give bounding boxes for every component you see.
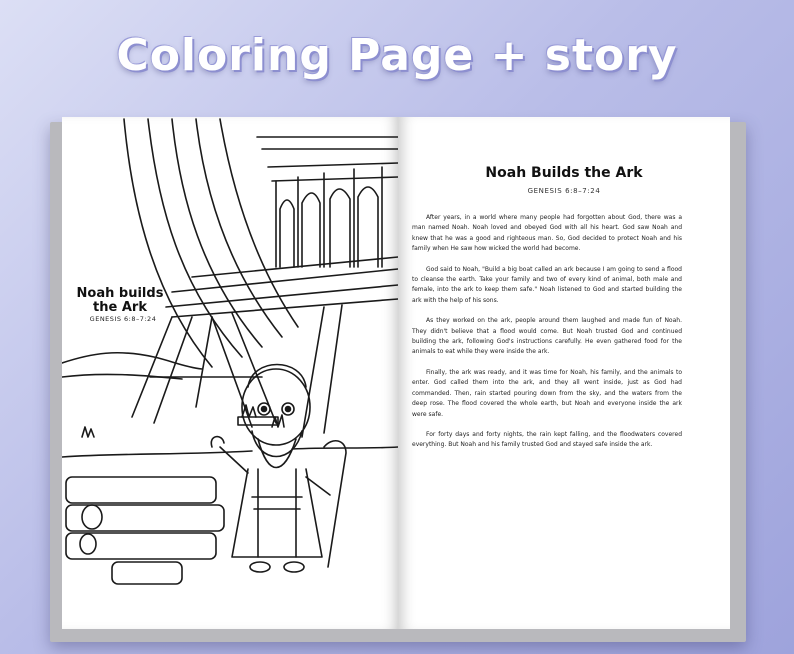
- coloring-page: [62, 117, 398, 629]
- story-reference: GENESIS 6:8–7:24: [527, 187, 601, 195]
- story-paragraph: After years, in a world where many people had forgotten about God, there was a man named Noah. Noah loved and obeyed God with all his heart. God saw Noah and knew that he was a good and righteous man. So, God decided to protect Noah and his family when He saw how wicked the world had become.: [412, 214, 682, 253]
- story-page: [398, 117, 730, 629]
- story-body: [412, 213, 682, 461]
- story-title: Noah Builds the Ark: [485, 165, 643, 181]
- banner-title: Coloring Page + story: [116, 30, 678, 81]
- story-paragraph: As they worked on the ark, people around them laughed and made fun of Noah. They didn't believe that a flood would come. But Noah trusted God and continued building the ark, following God's instructions carefully. He even gathered food for the animals to eat while they were inside the ark.: [412, 317, 682, 356]
- story-paragraph: God said to Noah, "Build a big boat called an ark because I am going to send a flood to cleanse the earth. Take your family and two of every kind of animal, both male and female, into the ark to keep them safe." Noah listened to God and started building the ark with the help of his sons.: [412, 265, 682, 304]
- coloring-page-reference: GENESIS 6:8–7:24: [89, 315, 157, 323]
- story-paragraph: For forty days and forty nights, the rain kept falling, and the floodwaters covered everything. But Noah and his family trusted God and stayed safe inside the ark.: [412, 430, 682, 449]
- noah-ark-illustration: [62, 117, 398, 629]
- story-paragraph: Finally, the ark was ready, and it was time for Noah, his family, and the animals to enter. God called them into the ark, and they all went inside, just as God had commanded. Then, rain started pouring down from the sky, and the waters from the deep rose. The flood covered the whole earth, but Noah and everyone inside the ark were safe.: [412, 368, 682, 418]
- coloring-page-title: Noah builds the Ark: [76, 286, 164, 315]
